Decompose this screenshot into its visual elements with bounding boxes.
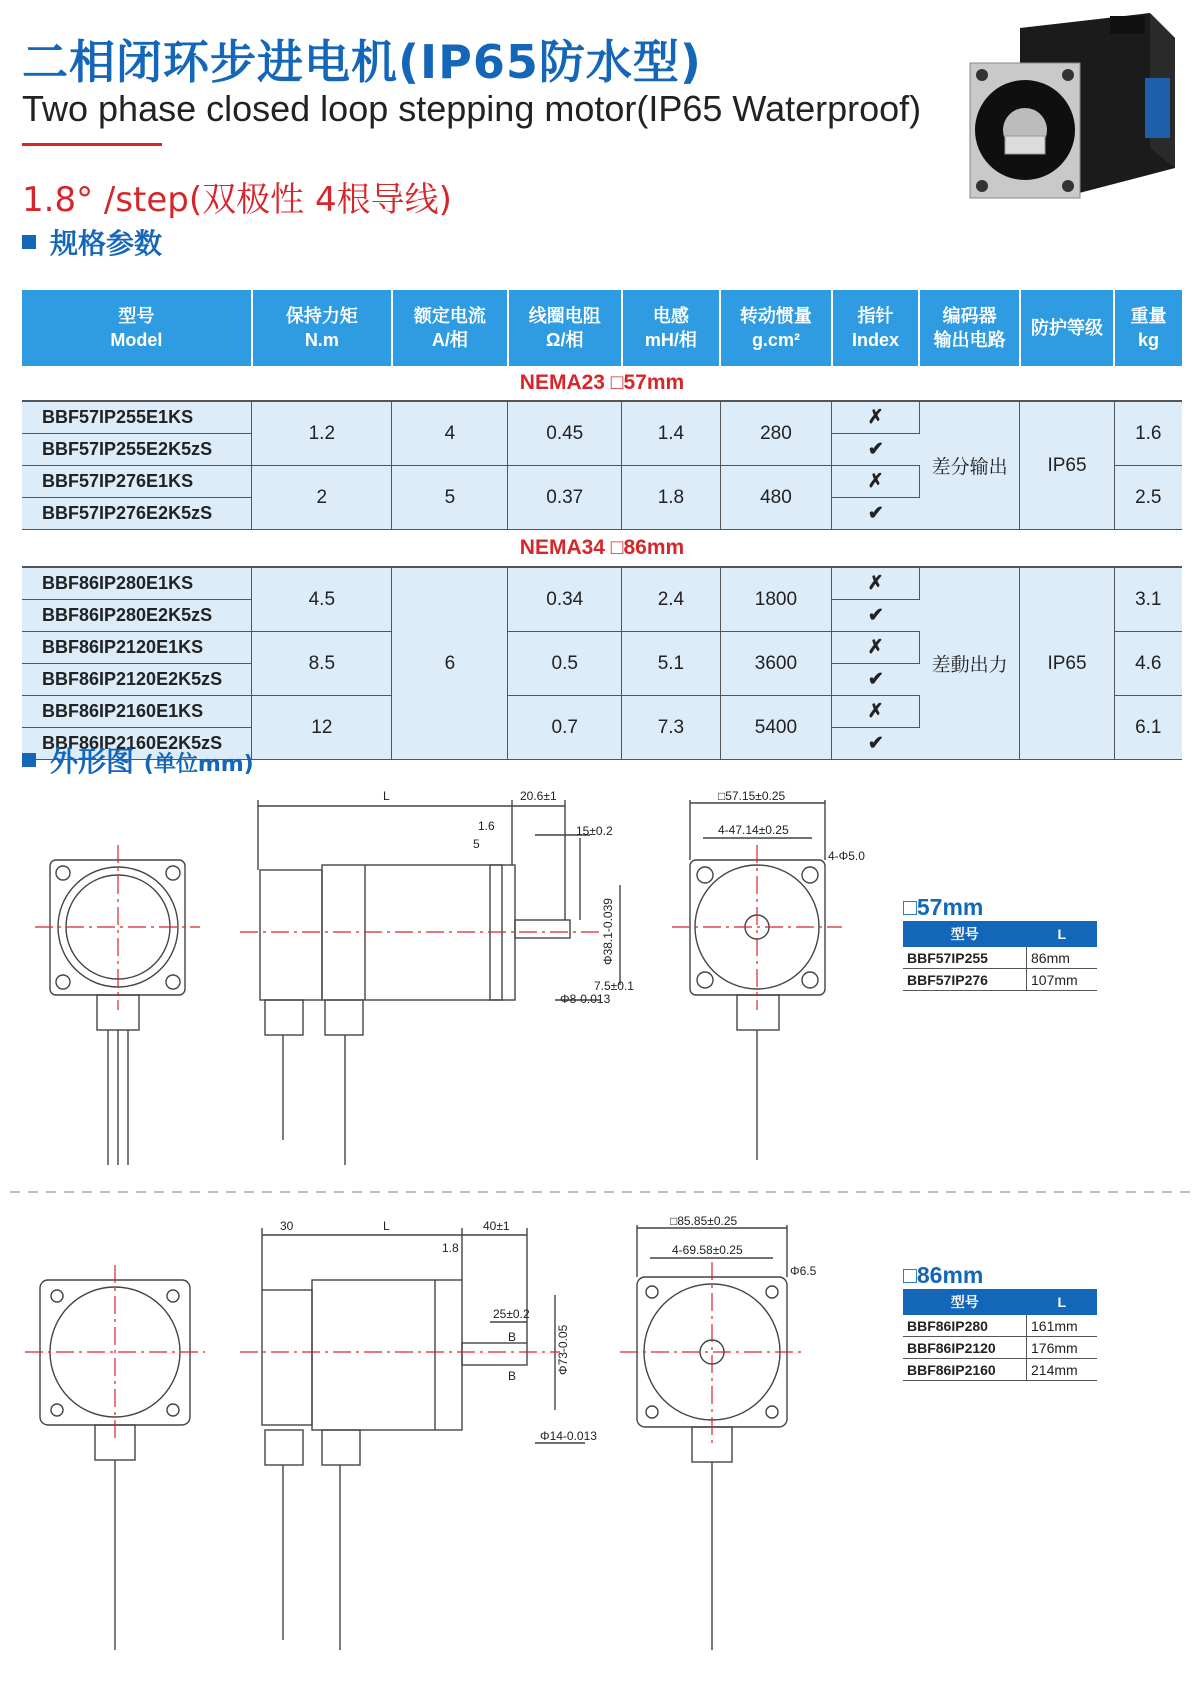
dim-86-pilot: Φ73-0.05	[556, 1324, 570, 1375]
index-yes-icon: ✔	[832, 728, 920, 760]
back-view-86	[637, 1225, 787, 1650]
length-table-57	[903, 894, 1097, 991]
side-view-86	[262, 1228, 585, 1650]
dim-57-shaft-length: 20.6±1	[520, 789, 557, 803]
section-heading-outline: 外形图 (单位mm)	[22, 740, 254, 780]
index-no-icon: ✗	[832, 696, 920, 728]
page-title-english: Two phase closed loop stepping motor(IP65 Waterproof)	[22, 88, 922, 129]
dim-57-7-5: 7.5±0.1	[594, 979, 634, 993]
dim-86-b-bottom: B	[508, 1369, 517, 1383]
dim-57-pitch: 4-47.14±0.25	[718, 823, 789, 837]
index-yes-icon: ✔	[832, 434, 920, 466]
table-row: BBF57IP255E2K5zS ✔	[22, 434, 1182, 466]
col-inertia: 转动惯量 g.cm²	[720, 290, 832, 366]
group-row-nema34: NEMA34 □86mm	[22, 530, 1182, 568]
col-index: 指针 Index	[832, 290, 920, 366]
dim-57-hole: 4-Φ5.0	[828, 849, 865, 863]
table-row: BBF86IP2160 214mm	[903, 1359, 1097, 1381]
length-col-l: L	[1027, 921, 1098, 947]
length-col-model: 型号	[903, 1289, 1027, 1315]
table-row: BBF57IP255E1KS 1.2 4 0.45 1.4 280 ✗ 差分输出 IP65 1.6	[22, 401, 1182, 434]
dim-86-shaft-length: 40±1	[483, 1219, 510, 1233]
dim-57-1-6: 1.6	[478, 819, 495, 833]
dim-57-shaft-dia: Φ8-0.013	[560, 992, 611, 1006]
table-row: BBF86IP2160E2K5zS ✔	[22, 728, 1182, 760]
dim-57-l: L	[383, 789, 390, 803]
length-col-model: 型号	[903, 921, 1027, 947]
table-row: BBF57IP255 86mm	[903, 947, 1097, 969]
dim-86-key-length: 25±0.2	[493, 1307, 530, 1321]
index-no-icon: ✗	[832, 632, 920, 664]
dim-57-5: 5	[473, 837, 480, 851]
dim-86-1-8: 1.8	[442, 1241, 459, 1255]
dim-57-pilot: Φ38.1-0.039	[601, 898, 615, 965]
col-encoder-output: 编码器 输出电路	[919, 290, 1020, 366]
index-yes-icon: ✔	[832, 498, 920, 530]
col-model: 型号 Model	[22, 290, 252, 366]
table-row: BBF86IP2160E1KS 12 0.7 7.3 5400 ✗ 6.1	[22, 696, 1182, 728]
dim-86-shaft-dia: Φ14-0.013	[540, 1429, 597, 1443]
table-row: BBF86IP2120E1KS 8.5 0.5 5.1 3600 ✗ 4.6	[22, 632, 1182, 664]
col-weight: 重量 kg	[1114, 290, 1182, 366]
length-table-86-caption: □86mm	[903, 1262, 984, 1288]
table-row: BBF86IP2120E2K5zS ✔	[22, 664, 1182, 696]
col-torque: 保持力矩 N.m	[252, 290, 392, 366]
length-table-57-caption: □57mm	[903, 894, 984, 920]
dim-86-square: □85.85±0.25	[670, 1214, 738, 1228]
table-row: BBF86IP2120 176mm	[903, 1337, 1097, 1359]
side-view-57	[258, 800, 620, 1165]
index-yes-icon: ✔	[832, 664, 920, 696]
index-no-icon: ✗	[832, 466, 920, 498]
dim-86-l: L	[383, 1219, 390, 1233]
table-row: BBF86IP280E1KS 4.5 6 0.34 2.4 1800 ✗ 差動出力 IP65 3.1	[22, 567, 1182, 600]
length-col-l: L	[1027, 1289, 1098, 1315]
section-heading-spec: 规格参数	[22, 222, 162, 262]
col-inductance: 电感 mH/相	[622, 290, 720, 366]
col-resistance: 线圈电阻 Ω/相	[508, 290, 622, 366]
front-view-57	[50, 860, 185, 1165]
col-current: 额定电流 A/相	[392, 290, 508, 366]
dim-57-key-length: 15±0.2	[576, 824, 613, 838]
dim-86-30: 30	[280, 1219, 294, 1233]
index-yes-icon: ✔	[832, 600, 920, 632]
table-row: BBF86IP280 161mm	[903, 1315, 1097, 1337]
length-table-86	[903, 1262, 1097, 1381]
table-row: BBF86IP280E2K5zS ✔	[22, 600, 1182, 632]
step-angle-subtitle: 1.8° /step(双极性 4根导线)	[22, 180, 452, 220]
index-no-icon: ✗	[832, 401, 920, 434]
group-row-nema23: NEMA23 □57mm	[22, 366, 1182, 401]
dim-86-pitch: 4-69.58±0.25	[672, 1243, 743, 1257]
dim-86-hole: Φ6.5	[790, 1264, 817, 1278]
dim-57-square: □57.15±0.25	[718, 789, 786, 803]
page-title: 二相闭环步进电机(IP65防水型)	[22, 35, 702, 89]
table-row: BBF57IP276E2K5zS ✔	[22, 498, 1182, 530]
table-row: BBF57IP276 107mm	[903, 969, 1097, 991]
dim-86-b-top: B	[508, 1330, 517, 1344]
table-row: BBF57IP276E1KS 2 5 0.37 1.8 480 ✗ 2.5	[22, 466, 1182, 498]
col-protection: 防护等级	[1020, 290, 1114, 366]
index-no-icon: ✗	[832, 567, 920, 600]
